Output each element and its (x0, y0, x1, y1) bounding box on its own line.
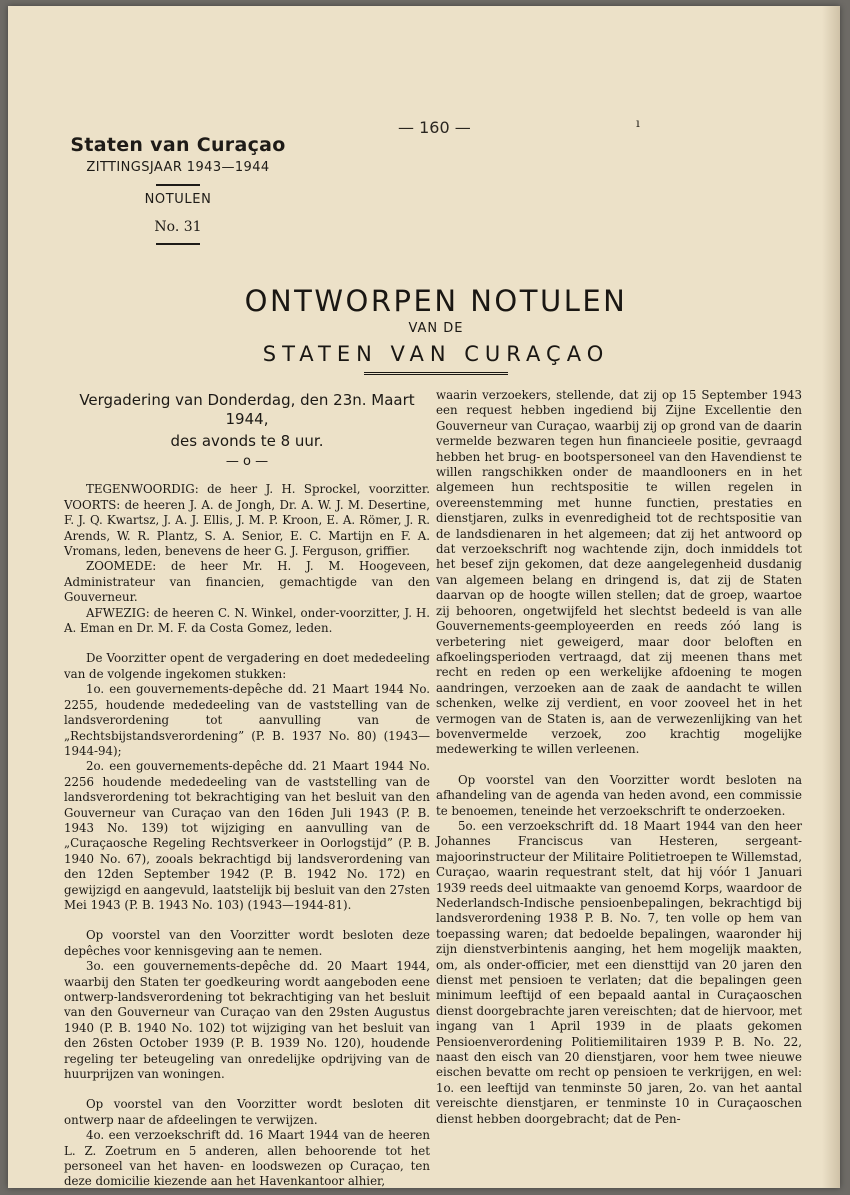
corner-mark: ı (636, 116, 640, 130)
paragraph: 3o. een gouvernements-depêche dd. 20 Maart 1944, waarbij den Staten ter goedkeuring wordt aangeboden eene ontwerp-landsverordening tot bekrachtiging van het besluit van den Gouverneur van Curaçao van den 29sten Augustus 1940 (P. B. 1940 No. 102) tot wijziging van het besluit van den 26sten October 1939 (P. B. 1939 No. 120), houdende regeling ter beteugeling van onredelijke opdrijving van de huurprijzen van woningen. (64, 959, 430, 1082)
masthead-title: Staten van Curaçao (70, 134, 286, 156)
paragraph: 4o. een verzoekschrift dd. 16 Maart 1944 van de heeren L. Z. Zoetrum en 5 anderen, allen behoorende tot het personeel van het haven- en loodswezen op Curaçao, ten deze domicilie kiezende aan het Havenkantoor alhier, (64, 1128, 430, 1188)
paragraph: AFWEZIG: de heeren C. N. Winkel, onder-voorzitter, J. H. A. Eman en Dr. M. F. da Costa Gomez, leden. (64, 605, 430, 636)
paragraph: waarin verzoekers, stellende, dat zij op 15 September 1943 een request hebben ingediend bij Zijne Excellentie den Gouverneur van Curaçao, waarbij zij op grond van de daarin vermelde bezwaren tegen hun financieele positie, gevraagd hebben het brug- en bootspersoneel van den Havendienst te willen rangschikken onder de maandlooners en in het algemeen hun rechtspositie te willen regelen in overeenstemming met hunne functien, prestaties en dienstjaren, zulks in evenredigheid tot de rechtspositie van de landsdienaren in het algemeen; dat zij het antwoord op dat verzoekschrift nog wachtende zijn, doch inmiddels tot het besef zijn gekomen, dat deze aangelegenheid dusdanig van algemeen belang en dringend is, dat zij de Staten daarvan op de hoogte willen stellen; dat de groep, waartoe zij behooren, ongetwijfeld het slechtst bedeeld is van alle Gouvernements-geemployeerden en reeds zóó lang is verbetering niet geweigerd, maar door beloften en afkoelingsperioden vertraagd, dat zij meenen thans met recht en reden op een werkelijke afdoening te mogen aandringen, verzoeken aan de zaak de aandacht te willen schenken, welke zij verdient, en voor zooveel het in het vermogen van de Staten is, aan de verwezenlijking van het bovenvermelde verzoek, zoo krachtig mogelijke medewerking te willen verleenen. (436, 388, 802, 757)
meeting-separator: — o — (225, 454, 269, 469)
masthead-divider-bottom (156, 243, 200, 245)
paragraph: Op voorstel van den Voorzitter wordt besloten na afhandeling van de agenda van heden avond, een commissie te benoemen, teneinde het verzoekschrift te onderzoeken. (436, 772, 802, 818)
paragraph: ZOOMEDE: de heer Mr. H. J. M. Hoogeveen, Administrateur van financien, gemachtigde van den Gouverneur. (64, 559, 430, 605)
paragraph: TEGENWOORDIG: de heer J. H. Sprockel, voorzitter. VOORTS: de heeren J. A. de Jongh, Dr. A. W. J. M. Desertine, F. J. Q. Kwartsz, J. A. J. Ellis, J. M. P. Kroon, E. A. Römer, J. R. Arends, W. R. Plantz, S. A. Senior, E. C. Martijn en F. A. Vromans, leden, benevens de heer G. J. Ferguson, griffier. (64, 482, 430, 559)
document-page (8, 6, 840, 1188)
paragraph: De Voorzitter opent de vergadering en doet mededeeling van de volgende ingekomen stukken: (64, 651, 430, 681)
masthead-number: No. 31 (154, 219, 202, 235)
heading-sub: VAN DE (408, 321, 464, 336)
paragraph: Op voorstel van den Voorzitter wordt besloten dit ontwerp naar de afdeelingen te verwijzen. (64, 1097, 430, 1127)
right-column (436, 388, 802, 1127)
paragraph-gap (64, 1082, 430, 1097)
meeting-line-1: Vergadering van Donderdag, den 23n. Maart 1944, (79, 391, 415, 428)
heading-main: ONTWORPEN NOTULEN (244, 284, 628, 318)
paragraph: Op voorstel van den Voorzitter wordt besloten deze depêches voor kennisgeving aan te nemen. (64, 928, 430, 958)
paragraph-gap (436, 758, 802, 773)
paragraph: 1o. een gouvernements-depêche dd. 21 Maart 1944 No. 2255, houdende mededeeling van de vaststelling van de landsverordening tot aanvulling van de „Rechtsbijstandsverordening” (P. B. 1937 No. 80) (1943—1944-94); (64, 682, 430, 758)
paragraph: 2o. een gouvernements-depêche dd. 21 Maart 1944 No. 2256 houdende mededeeling van de vaststelling van de landsverordening tot bekrachtiging van het besluit van den Gouverneur van Curaçao van den 16den Juli 1943 (P. B. 1943 No. 139) tot wijziging en aanvulling van de „Curaçaosche Regeling Rechtsverkeer in Oorlogstijd” (P. B. 1940 No. 67), zooals bekrachtigd bij landsverordening van den 12den September 1942 (P. B. 1942 No. 172) en gewijzigd en aangevuld, laatstelijk bij besluit van den 27sten Mei 1943 (P. B. 1943 No. 103) (1943—1944-81). (64, 759, 430, 912)
paragraph-gap (64, 913, 430, 928)
masthead-section: NOTULEN (144, 192, 212, 207)
page-edge-shadow (822, 6, 840, 1188)
masthead (63, 134, 293, 245)
masthead-session-year: ZITTINGSJAAR 1943—1944 (86, 160, 270, 175)
paragraph-gap (64, 636, 430, 651)
masthead-divider (156, 184, 200, 186)
heading-institution: STATEN VAN CURAÇAO (262, 342, 610, 366)
heading-rule (364, 372, 508, 375)
meeting-line-2: des avonds te 8 uur. (170, 432, 324, 450)
page-number: — 160 — (398, 118, 471, 137)
left-column (64, 388, 430, 1188)
paragraph: 5o. een verzoekschrift dd. 18 Maart 1944 van den heer Johannes Franciscus van Hesteren, sergeant-majoorinstructeur der Militaire Politietroepen te Willemstad, Curaçao, waarin requestrant stelt, dat hij vóór 1 Januari 1939 reeds deel uitmaakte van genoemd Korps, waardoor de Nederlandsch-Indische pensioenbepalingen, bekrachtigd bij landsverordening 1938 P. B. No. 7, ten volle op hem van toepassing waren; dat bedoelde bepalingen, waaronder hij zijn dienstverbintenis aanging, het hem mogelijk maakten, om, als onder-officier, met een diensttijd van 20 jaren den dienst met pensioen te verlaten; dat die bepalingen geen minimum leeftijd of een bepaald aantal in Curaçaoschen dienst doorgebrachte jaren vereischten; dat de hiervoor, met ingang van 1 April 1939 in de plaats gekomen Pensioenverordening Politiemilitairen 1939 P. B. No. 22, naast den eisch van 20 dienstjaren, voor hem twee nieuwe eischen bevatte om recht op pensioen te verkrijgen, en wel: 1o. een leeftijd van tenminste 50 jaren, 2o. van het aantal vereischte dienstjaren, er tenminste 10 in Curaçaoschen dienst hebben doorgebracht; dat de Pen- (436, 818, 802, 1126)
